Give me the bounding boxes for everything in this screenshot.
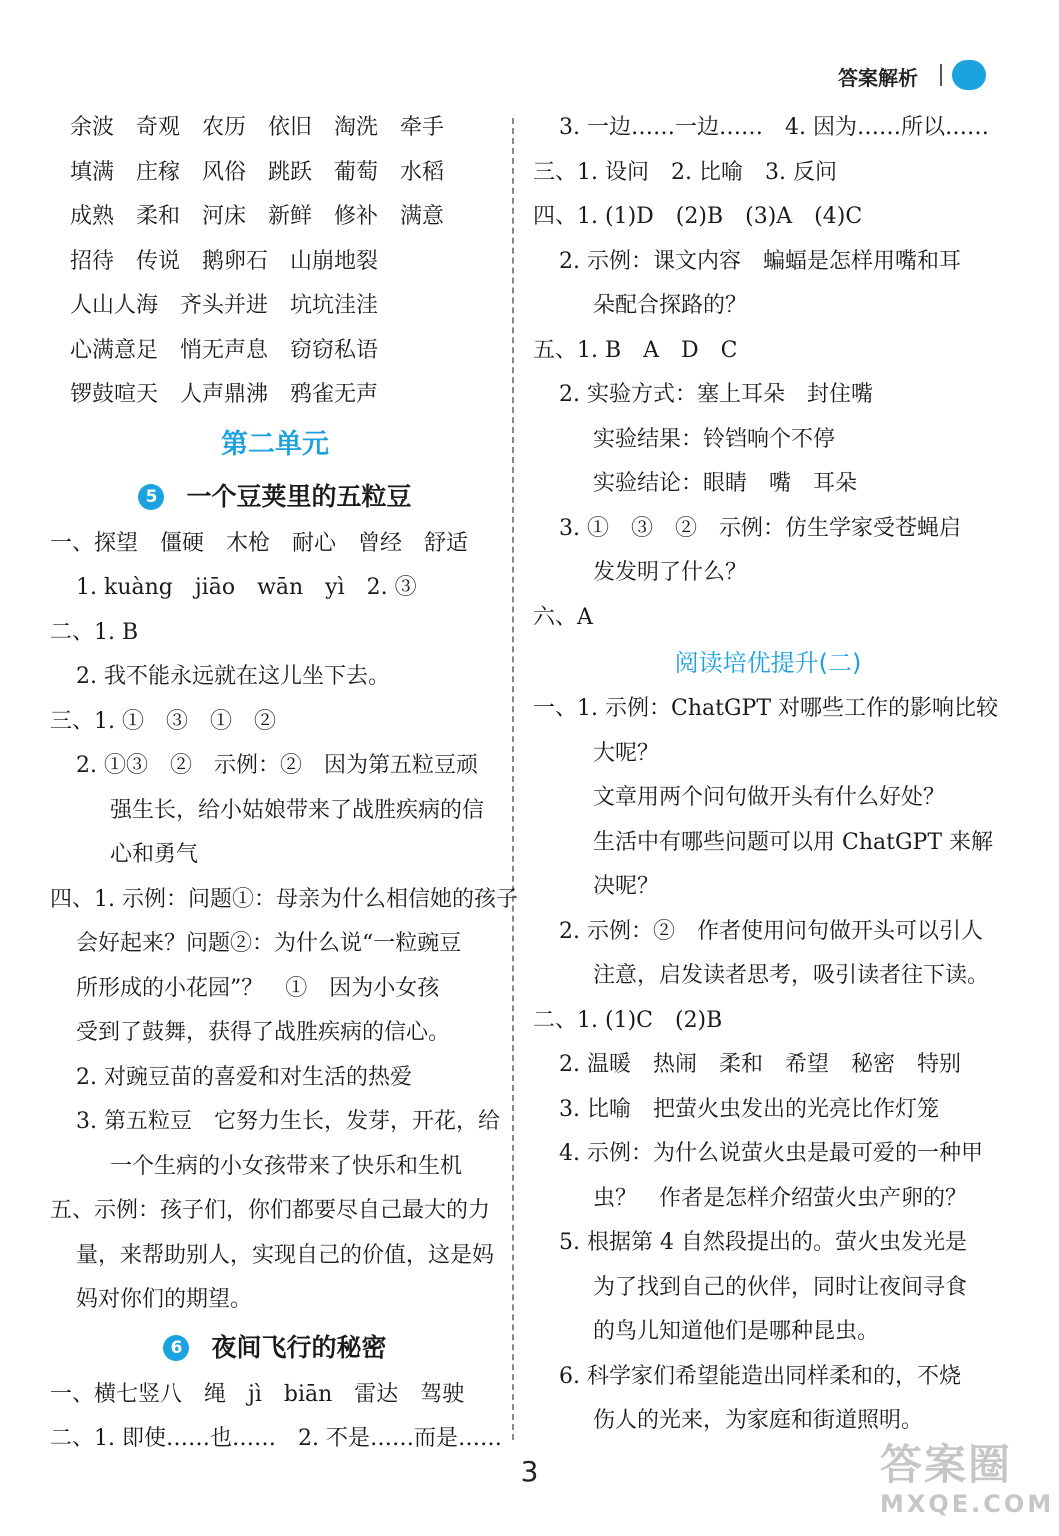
answer-line: 决呢？ <box>593 874 660 899</box>
header-separator <box>940 64 942 86</box>
answer-line: 二、1. B <box>50 619 139 645</box>
unit-title: 第二单元 <box>221 428 329 460</box>
answer-line: 4. 示例：为什么说萤火虫是最可爱的一种甲 <box>559 1141 983 1166</box>
lesson-title <box>50 472 500 522</box>
column-divider <box>512 118 514 1440</box>
answer-line: 2. 实验方式：塞上耳朵 封住嘴 <box>559 382 873 407</box>
answer-line: 伤人的光来，为家庭和街道照明。 <box>593 1408 924 1433</box>
lesson-number-badge: 6 <box>163 1335 189 1361</box>
answer-line: 一、横七竖八 绳 jì biān 雷达 驾驶 <box>50 1381 465 1407</box>
answer-line: 强生长，给小姑娘带来了战胜疾病的信 <box>110 797 485 823</box>
lesson-title-text: 一个豆荚里的五粒豆 <box>186 481 412 511</box>
answer-line: 五、示例：孩子们，你们都要尽自己最大的力 <box>50 1198 491 1223</box>
answer-line: 三、1. ① ③ ① ② <box>50 708 276 734</box>
answer-line: 注意，启发读者思考，吸引读者往下读。 <box>593 963 990 988</box>
answer-line: 发发明了什么？ <box>593 560 748 585</box>
answer-line: 1. kuàng jiāo wān yì 2. ③ <box>76 575 417 600</box>
answer-line: 所形成的小花园”？ ① 因为小女孩 <box>76 975 440 1001</box>
answer-line: 四、1. (1)D (2)B (3)A (4)C <box>533 204 863 229</box>
word-line: 余波 奇观 农历 依旧 淘洗 牵手 <box>70 115 445 140</box>
answer-line: 心和勇气 <box>110 842 199 867</box>
answer-line: 二、1. 即使……也…… 2. 不是……而是…… <box>50 1426 502 1451</box>
answer-line: 2. 示例：② 作者使用问句做开头可以引人 <box>559 918 983 944</box>
answer-line: 2. 对豌豆苗的喜爱和对生活的热爱 <box>76 1064 412 1090</box>
answer-line: 实验结论：眼睛 嘴 耳朵 <box>593 471 858 496</box>
answer-line: 3. ① ③ ② 示例：仿生学家受苍蝇启 <box>559 515 961 541</box>
answer-line: 2. ①③ ② 示例：② 因为第五粒豆顽 <box>76 753 478 778</box>
answer-line: 2. 我不能永远就在这儿坐下去。 <box>76 664 390 689</box>
word-line: 成熟 柔和 河床 新鲜 修补 满意 <box>70 204 445 229</box>
answer-line: 3. 第五粒豆 它努力生长，发芽，开花，给 <box>76 1109 500 1134</box>
answer-line: 五、1. B A D C <box>533 337 738 363</box>
answer-line: 虫？ 作者是怎样介绍萤火虫产卵的？ <box>593 1185 968 1211</box>
answer-line: 量，来帮助别人，实现自己的价值，这是妈 <box>76 1242 495 1268</box>
answer-line: 二、1. (1)C (2)B <box>533 1007 723 1033</box>
answer-line: 三、1. 设问 2. 比喻 3. 反问 <box>533 159 837 185</box>
answer-line: 3. 比喻 把萤火虫发出的光亮比作灯笼 <box>559 1096 939 1122</box>
watermark-text: 答案圈 <box>880 1440 1013 1489</box>
answer-line: 3. 一边……一边…… 4. 因为……所以…… <box>559 115 989 140</box>
lesson-number-badge: 5 <box>138 484 164 510</box>
answer-line: 四、1. 示例：问题①：母亲为什么相信她的孩子 <box>50 886 518 912</box>
answer-line: 5. 根据第 4 自然段提出的。萤火虫发光是 <box>559 1230 967 1255</box>
answer-line: 2. 温暖 热闹 柔和 希望 秘密 特别 <box>559 1052 961 1077</box>
answer-line: 妈对你们的期望。 <box>76 1287 253 1312</box>
answer-line: 大呢？ <box>593 740 660 766</box>
answer-line: 六、A <box>533 604 593 630</box>
word-line: 心满意足 悄无声息 窃窃私语 <box>70 337 379 363</box>
word-line: 锣鼓喧天 人声鼎沸 鸦雀无声 <box>70 382 379 407</box>
answer-line: 2. 示例：课文内容 蝙蝠是怎样用嘴和耳 <box>559 248 961 274</box>
answer-line: 文章用两个问句做开头有什么好处？ <box>593 785 946 810</box>
answer-line: 一、1. 示例：ChatGPT 对哪些工作的影响比较 <box>533 696 998 721</box>
answer-line: 的鸟儿知道他们是哪种昆虫。 <box>593 1319 880 1344</box>
word-line: 填满 庄稼 风俗 跳跃 葡萄 水稻 <box>70 159 445 185</box>
answer-line: 6. 科学家们希望能造出同样柔和的，不烧 <box>559 1363 961 1389</box>
lesson-title-text: 夜间飞行的秘密 <box>211 1332 387 1362</box>
answer-line: 为了找到自己的伙伴，同时让夜间寻食 <box>593 1274 968 1300</box>
answer-line: 一、探望 僵硬 木枪 耐心 曾经 舒适 <box>50 530 469 556</box>
header-badge-icon <box>952 60 986 90</box>
header-label: 答案解析 <box>838 66 918 90</box>
word-line: 招待 传说 鹅卵石 山崩地裂 <box>70 248 379 274</box>
right-column <box>533 106 1003 1444</box>
left-column <box>50 106 518 1462</box>
answer-line: 实验结果：铃铛响个不停 <box>593 426 836 452</box>
answer-line: 一个生病的小女孩带来了快乐和生机 <box>110 1153 463 1179</box>
answer-line: 受到了鼓舞，获得了战胜疾病的信心。 <box>76 1020 451 1045</box>
answer-line: 朵配合探路的？ <box>593 293 748 318</box>
watermark-domain: MXQE.COM <box>880 1490 1055 1518</box>
section-title: 阅读培优提升(二) <box>674 649 862 677</box>
watermark-logo <box>880 1440 1055 1528</box>
answer-line: 会好起来？问题②：为什么说“一粒豌豆 <box>76 931 462 956</box>
answer-line: 生活中有哪些问题可以用 ChatGPT 来解 <box>593 829 993 855</box>
lesson-title <box>50 1323 500 1373</box>
page-number: 3 <box>520 1455 539 1488</box>
word-line: 人山人海 齐头并进 坑坑洼洼 <box>70 293 379 318</box>
